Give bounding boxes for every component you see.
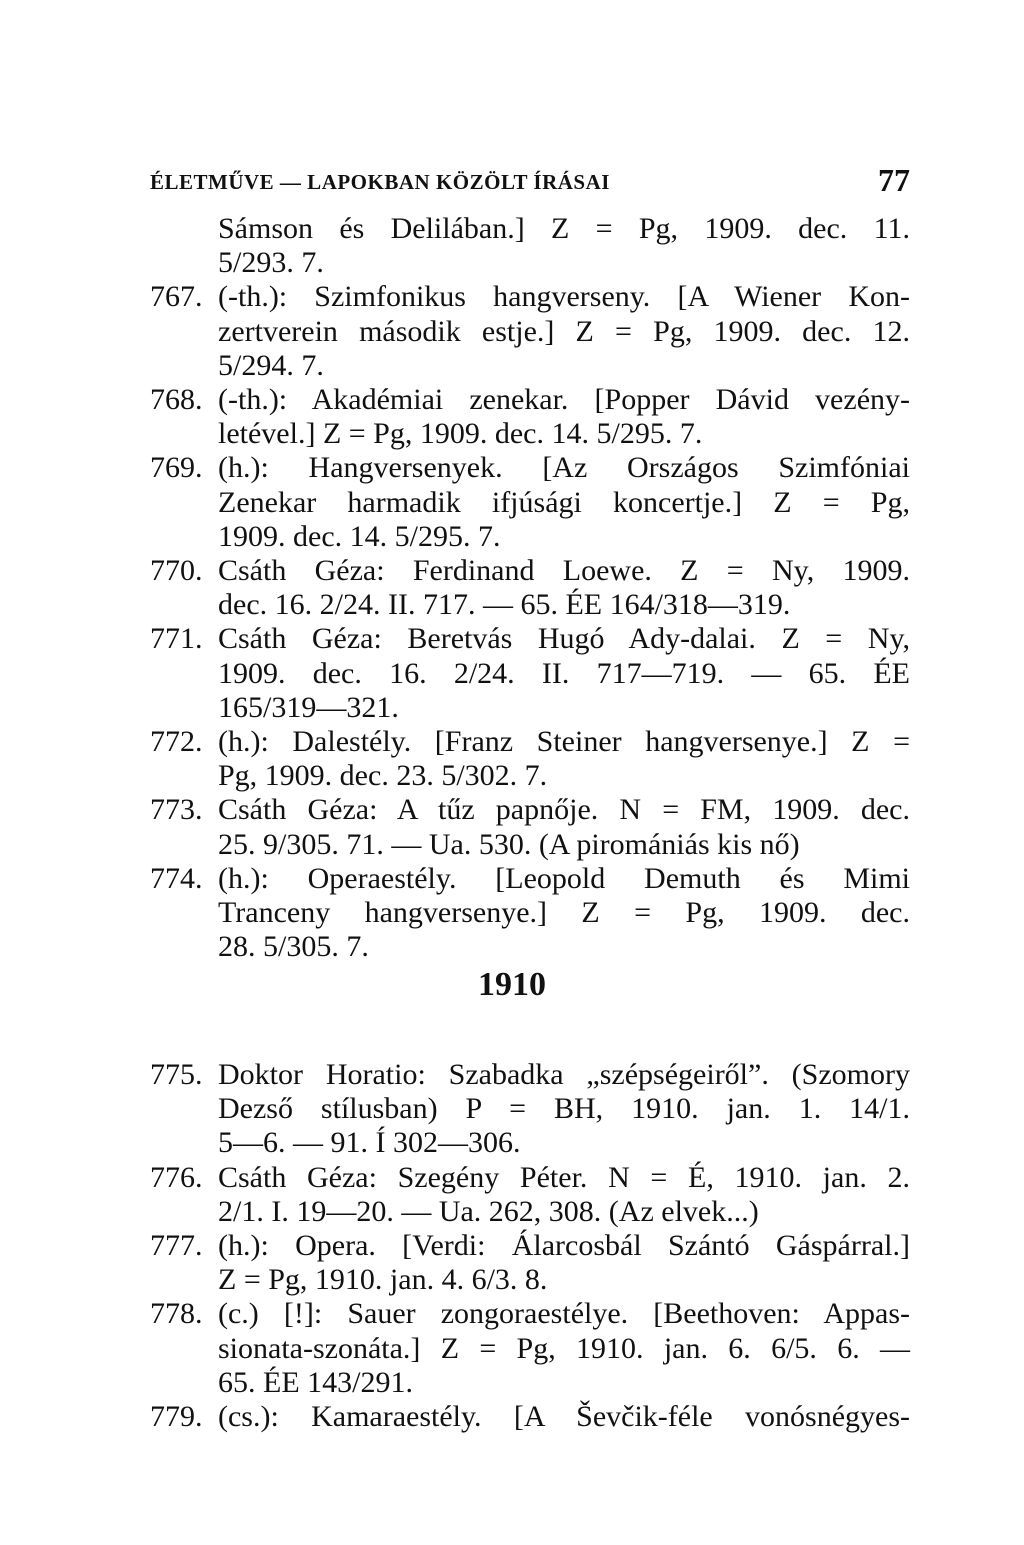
entry-line: 5—6. — 91. Í 302—306. [218, 1126, 521, 1160]
entry-number: 769. [150, 451, 203, 485]
entry-line: (h.): Dalestély. [Franz Steiner hangversenye.] Z = [218, 725, 910, 759]
entry-text [218, 280, 910, 383]
entry-text [218, 212, 910, 280]
entry-line: 65. ÉE 143/291. [218, 1365, 413, 1399]
entry-text [218, 862, 910, 965]
entry-line: (c.) [!]: Sauer zongoraestélye. [Beethoven: Appas- [218, 1297, 910, 1331]
entry-line: Csáth Géza: Szegény Péter. N = É, 1910. jan. 2. [218, 1160, 910, 1194]
entry-line: Csáth Géza: A tűz papnője. N = FM, 1909. dec. [218, 793, 910, 827]
entry-text [218, 1297, 910, 1400]
entry-list-1910 [150, 1058, 910, 1434]
entry-line: (h.): Opera. [Verdi: Álarcosbál Szántó Gáspárral.] [218, 1229, 910, 1263]
entry-number: 767. [150, 280, 203, 314]
entry-text [218, 1229, 910, 1297]
entry-number: 774. [150, 861, 203, 895]
bibliography-entry [150, 725, 910, 793]
entry-line: letével.] Z = Pg, 1909. dec. 14. 5/295. 7. [218, 417, 703, 451]
entry-line: Tranceny hangversenye.] Z = Pg, 1909. dec. [218, 896, 910, 930]
entry-line: (h.): Hangversenyek. [Az Országos Szimfóniai [218, 451, 910, 485]
entry-line: dec. 16. 2/24. II. 717. — 65. ÉE 164/318—319. [218, 588, 791, 622]
entry-line: Csáth Géza: Ferdinand Loewe. Z = Ny, 1909. [218, 554, 910, 588]
entry-line: (h.): Operaestély. [Leopold Demuth és Mimi [218, 861, 910, 895]
entry-line: Sámson és Delilában.] Z = Pg, 1909. dec. 11. [218, 212, 910, 245]
entry-line: zertverein második estje.] Z = Pg, 1909. dec. 12. [218, 314, 910, 348]
entry-line: 165/319—321. [218, 690, 399, 724]
entry-line: Doktor Horatio: Szabadka „szépségeiről”. (Szomory [218, 1058, 910, 1091]
bibliography-entry [150, 554, 910, 622]
entry-text [218, 554, 910, 622]
entry-number: 777. [150, 1229, 203, 1263]
entry-number: 773. [150, 793, 203, 827]
bibliography-entry [150, 793, 910, 861]
entry-number: 772. [150, 725, 203, 759]
entries-1910 [150, 1058, 910, 1434]
bibliography-entry [150, 1161, 910, 1229]
running-head [150, 162, 910, 202]
entry-number: 771. [150, 622, 203, 656]
entry-line: Zenekar harmadik ifjúsági koncertje.] Z = Pg, [218, 485, 910, 519]
bibliography-entry [150, 1400, 910, 1434]
entry-line: sionata-szonáta.] Z = Pg, 1910. jan. 6. 6/5. 6. — [218, 1331, 910, 1365]
entry-line: Dezső stílusban) P = BH, 1910. jan. 1. 14/1. [218, 1092, 910, 1126]
year-heading: 1910 [478, 966, 546, 1003]
entry-line: (-th.): Akadémiai zenekar. [Popper Dávid vezény- [218, 383, 910, 417]
entry-number: 770. [150, 554, 203, 588]
entry-line: Z = Pg, 1910. jan. 4. 6/3. 8. [218, 1263, 548, 1297]
bibliography-entry [150, 451, 910, 554]
entry-line: 1909. dec. 14. 5/295. 7. [218, 519, 501, 553]
bibliography-entry [150, 622, 910, 725]
entry-line: 1909. dec. 16. 2/24. II. 717—719. — 65. ÉE [218, 656, 910, 690]
entry-number: 776. [150, 1160, 203, 1194]
entry-line: Pg, 1909. dec. 23. 5/302. 7. [218, 759, 548, 793]
entry-number: 778. [150, 1297, 203, 1331]
entry-line: (-th.): Szimfonikus hangverseny. [A Wiener Kon- [218, 280, 910, 314]
entry-list-1909 [150, 280, 910, 964]
bibliography-entry [150, 1229, 910, 1297]
entry-line: 28. 5/305. 7. [218, 930, 369, 964]
bibliography-entry [150, 862, 910, 965]
entry-number: 768. [150, 383, 203, 417]
bibliography-entry [150, 1297, 910, 1400]
entry-text [218, 1058, 910, 1161]
entry-text [218, 725, 910, 793]
entries-1909 [150, 212, 910, 964]
entry-text [218, 1161, 910, 1229]
bibliography-entry [150, 1058, 910, 1161]
entry-text [218, 622, 910, 725]
entry-line: Csáth Géza: Beretvás Hugó Ady-dalai. Z = Ny, [218, 622, 910, 656]
bibliography-entry [150, 383, 910, 451]
entry-text [218, 383, 910, 451]
entry-line: 5/294. 7. [218, 348, 324, 382]
continuation-entry [150, 212, 910, 280]
entry-text [218, 1400, 910, 1434]
entry-text [218, 451, 910, 554]
entry-line: 5/293. 7. [218, 246, 324, 280]
entry-line: 2/1. I. 19—20. — Ua. 262, 308. (Az elvek...) [218, 1194, 759, 1228]
entry-number: 775. [150, 1058, 203, 1091]
entry-number: 779. [150, 1400, 203, 1434]
entry-text [218, 793, 910, 861]
entry-line: 25. 9/305. 71. — Ua. 530. (A piromániás kis nő) [218, 827, 800, 861]
bibliography-entry [150, 280, 910, 383]
entry-line: (cs.): Kamaraestély. [A Ševčik-féle vonósnégyes- [218, 1400, 910, 1434]
running-title: ÉLETMŰVE — LAPOKBAN KÖZÖLT ÍRÁSAI [150, 170, 610, 194]
page-number: 77 [878, 162, 910, 198]
